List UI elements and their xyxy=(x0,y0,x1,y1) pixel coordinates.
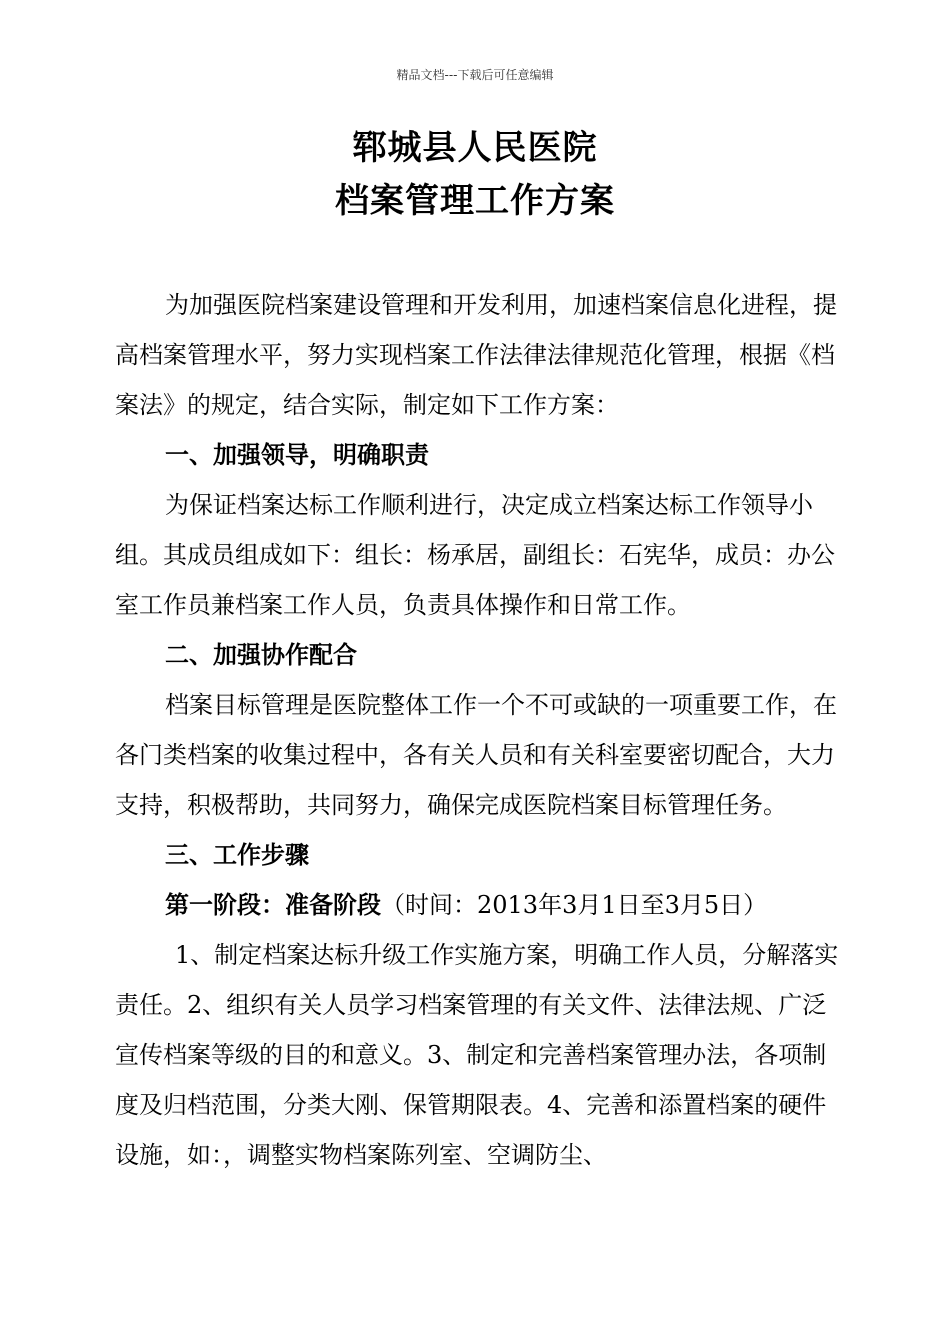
section3-heading: 三、工作步骤 xyxy=(165,841,309,869)
phase1-line xyxy=(115,880,850,930)
document-title-line2: 档案管理工作方案 xyxy=(335,181,615,221)
section2-heading: 二、加强协作配合 xyxy=(165,641,357,669)
phase1-time: （时间：2013年3月1日至3月5日） xyxy=(381,891,768,919)
phase1-label: 第一阶段：准备阶段 xyxy=(165,891,381,919)
header-note: 精品文档---下载后可任意编辑 xyxy=(396,68,554,82)
phase1-paragraph: 1、制定档案达标升级工作实施方案，明确工作人员，分解落实责任。2、组织有关人员学习档案管理的有关文件、法律法规、广泛宣传档案等级的目的和意义。3、制定和完善档案管理办法，各项制度及归档范围，分类大刚、保管期限表。4、完善和添置档案的硬件设施，如：，调整实物档案陈列室、空调防尘、 xyxy=(115,941,839,1169)
document-title-line1: 郓城县人民医院 xyxy=(352,128,598,168)
intro-paragraph: 为加强医院档案建设管理和开发利用，加速档案信息化进程，提高档案管理水平，努力实现档案工作法律法律规范化管理，根据《档案法》的规定，结合实际，制定如下工作方案： xyxy=(115,291,837,419)
document-body xyxy=(115,280,850,1180)
section2-paragraph: 档案目标管理是医院整体工作一个不可或缺的一项重要工作，在各门类档案的收集过程中，各有关人员和有关科室要密切配合，大力支持，积极帮助，共同努力，确保完成医院档案目标管理任务。 xyxy=(115,691,837,819)
section1-paragraph: 为保证档案达标工作顺利进行，决定成立档案达标工作领导小组。其成员组成如下：组长：杨承居，副组长：石宪华，成员：办公室工作员兼档案工作人员，负责具体操作和日常工作。 xyxy=(115,491,835,619)
section1-heading: 一、加强领导，明确职责 xyxy=(165,441,429,469)
